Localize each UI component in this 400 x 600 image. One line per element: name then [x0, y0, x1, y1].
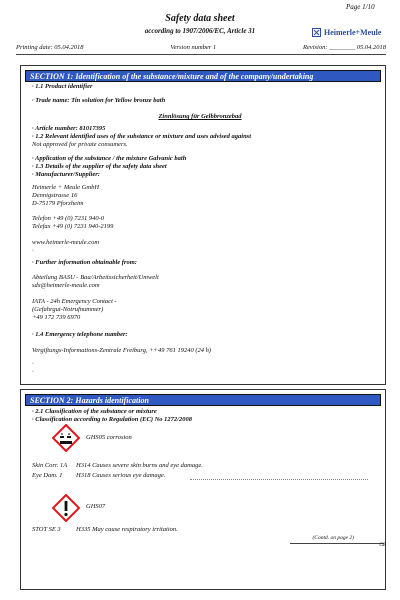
- company-logo: [312, 26, 394, 38]
- logo-text: Heimerle+Meule: [324, 27, 382, 37]
- trade-name: · Trade name: Tin solution for Yellow bronze bath: [32, 97, 166, 104]
- iata-phone: +49 172 739 6970: [32, 314, 81, 321]
- eye-dam-text: H318 Causes serious eye damage.: [76, 472, 166, 479]
- article-number: · Article number: 81017395: [32, 125, 106, 132]
- emergency-heading: · 1.4 Emergency telephone number:: [32, 331, 128, 338]
- department: Abteilung BASU - Bau/Arbeitssicherheit/Umwelt: [32, 274, 159, 281]
- ghs07-exclamation-icon: [52, 494, 80, 522]
- product-identifier: · 1.1 Product identifier: [32, 83, 93, 90]
- iata-contact: IATA - 24h Emergency Contact -: [32, 298, 117, 305]
- footer-rule: [290, 543, 384, 544]
- ghs05-label: GHS05 corrosion: [86, 434, 132, 441]
- stot-text: H335 May cause respiratory irritation.: [76, 526, 178, 533]
- supplier-details: · 1.3 Details of the supplier of the safety data sheet: [32, 163, 167, 170]
- company-street: Dennigstrasse 16: [32, 192, 78, 199]
- ghs07-label: GHS07: [86, 503, 106, 510]
- document-subtitle: according to 1907/2006/EC, Article 31: [144, 27, 256, 35]
- separator-dot-2: ·: [32, 360, 34, 367]
- german-name: Zinnlösung für Gelbbronzebad: [158, 113, 242, 120]
- printing-date: Printing date: 05.04.2018: [16, 44, 84, 51]
- relevant-uses: · 1.2 Relevant identified uses of the substance or mixture and uses advised against: [32, 133, 252, 140]
- continued-note: (Contd. on page 2): [312, 535, 354, 541]
- company-web: www.heimerle-meule.com: [32, 239, 100, 246]
- dotted-leader: [190, 479, 368, 480]
- separator-dot: ·: [32, 247, 34, 254]
- skin-corr-text: H314 Causes severe skin burns and eye damage.: [76, 462, 203, 469]
- revision-date: 05.04.2018: [356, 44, 386, 51]
- skin-corr-code: Skin Corr. 1A: [32, 462, 68, 469]
- revision-label: Revision:: [302, 44, 328, 51]
- company-name: Heimerle + Meule GmbH: [32, 184, 100, 191]
- contact-email: sdx@heimerle-meule.com: [32, 282, 100, 289]
- separator-dot-3: ·: [32, 368, 34, 375]
- further-info: · Further information obtainable from:: [32, 259, 137, 266]
- section-2-heading: SECTION 2: Hazards identification: [25, 394, 381, 406]
- eye-dam-code: Eye Dam. 1: [32, 472, 63, 479]
- revision: Revision: ________ 05.04.2018: [302, 44, 386, 51]
- application: · Application of the substance / the mixture Galvanic bath: [32, 155, 187, 162]
- ghs05-corrosion-icon: [52, 424, 80, 452]
- company-phone: Telefon +49 (0) 7231 940-0: [32, 215, 105, 222]
- stot-code: STOT SE 3: [32, 526, 61, 533]
- header-rule: [16, 54, 386, 55]
- gefahrgut: (Gefahrgut-Notrufnummer): [32, 306, 104, 313]
- poison-center: Vergiftungs-Informations-Zentrale Freiburg, ++49 761 19240 (24 h): [32, 347, 212, 354]
- document-title: Safety data sheet: [165, 13, 235, 24]
- section-1-heading: SECTION 1: Identification of the substance/mixture and of the company/undertaking: [25, 70, 381, 82]
- page-number: Page 1/10: [346, 3, 375, 11]
- version-number: Version number 1: [170, 44, 217, 51]
- company-fax: Telefax +49 (0) 7231 940-2199: [32, 223, 114, 230]
- not-approved: Not approved for private consumers.: [32, 141, 128, 148]
- manufacturer: · Manufacturer/Supplier:: [32, 171, 100, 178]
- regulation: · Classification according to Regulation (EC) No 1272/2008: [32, 416, 192, 423]
- language-code: GB: [379, 543, 386, 548]
- meta-row: [16, 44, 386, 51]
- logo-icon: [312, 28, 321, 37]
- classification: · 2.1 Classification of the substance or mixture: [32, 408, 157, 415]
- company-city: D-75179 Pforzheim: [32, 200, 84, 207]
